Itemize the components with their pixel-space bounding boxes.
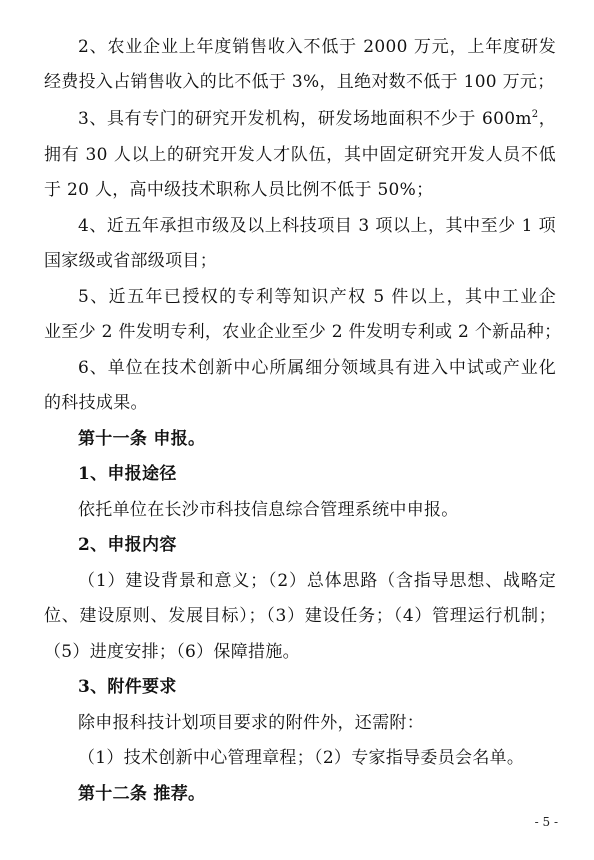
- paragraph-line: 拥有 30 人以上的研究开发人才队伍，其中固定研究开发人员不低: [44, 145, 556, 165]
- paragraph-line: 位、建设原则、发展目标）；（3）建设任务；（4）管理运行机制；: [44, 606, 556, 626]
- section-heading: 3、附件要求: [78, 677, 177, 697]
- paragraph-line: 经费投入占销售收入的比不低于 3%，且绝对数不低于 100 万元；: [44, 72, 555, 92]
- section-heading: 1、申报途径: [78, 464, 177, 484]
- article-heading-12: 第十二条 推荐。: [78, 784, 206, 804]
- paragraph-line: 于 20 人，高中级技术职称人员比例不低于 50%；: [44, 180, 434, 200]
- paragraph-line: 2、农业企业上年度销售收入不低于 2000 万元，上年度研发: [78, 37, 556, 57]
- paragraph-line: 4、近五年承担市级及以上科技项目 3 项以上，其中至少 1 项: [78, 216, 556, 236]
- paragraph-line: 6、单位在技术创新中心所属细分领域具有进入中试或产业化: [78, 358, 556, 378]
- paragraph-line: 的科技成果。: [44, 393, 148, 413]
- paragraph-line: [78, 108, 556, 130]
- paragraph-line: 依托单位在长沙市科技信息综合管理系统中申报。: [78, 500, 459, 520]
- page-number: - 5 -: [534, 815, 558, 829]
- paragraph-text: 3、具有专门的研究开发机构，研发场地面积不少于 600m: [78, 109, 532, 129]
- paragraph-line: 国家级或省部级项目；: [44, 251, 217, 271]
- section-heading: 2、申报内容: [78, 535, 177, 555]
- paragraph-line: 业至少 2 件发明专利，农业企业至少 2 件发明专利或 2 个新品种；: [44, 322, 562, 342]
- paragraph-line: 5、近五年已授权的专利等知识产权 5 件以上，其中工业企: [78, 287, 556, 307]
- paragraph-line: （1）技术创新中心管理章程；（2）专家指导委员会名单。: [78, 748, 525, 768]
- article-heading-11: 第十一条 申报。: [78, 429, 206, 449]
- paragraph-line: 除申报科技计划项目要求的附件外，还需附：: [78, 713, 424, 733]
- paragraph-line: （1）建设背景和意义；（2）总体思路（含指导思想、战略定: [78, 571, 556, 591]
- paragraph-line: （5）进度安排；（6）保障措施。: [44, 642, 300, 662]
- paragraph-text: ，: [538, 109, 556, 129]
- superscript: 2: [531, 109, 539, 120]
